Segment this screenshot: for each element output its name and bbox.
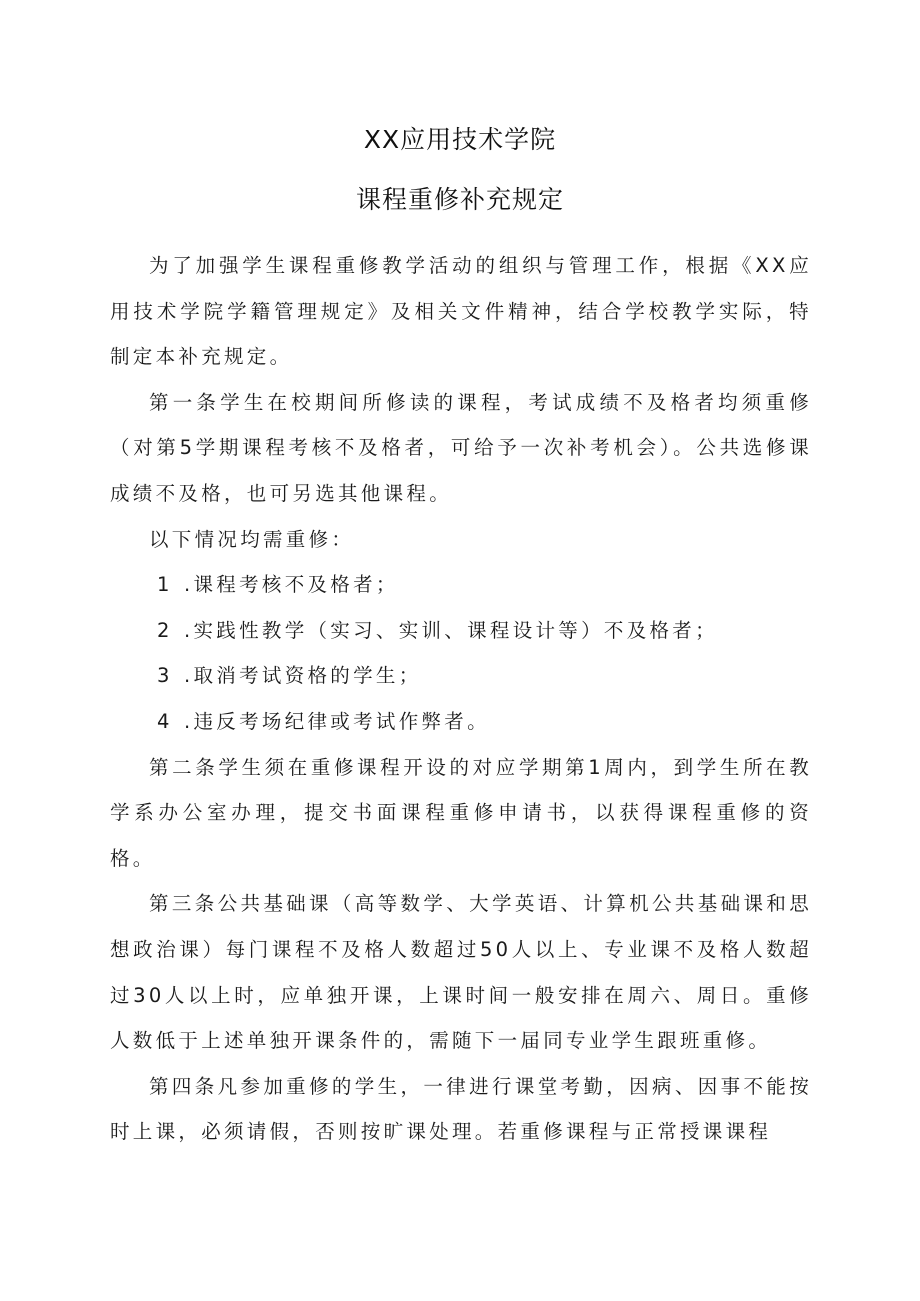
article-1-paragraph: 第一条学生在校期间所修读的课程，考试成绩不及格者均须重修（对第5学期课程考核不及格者，可给予一次补考机会）。公共选修课成绩不及格，也可另选其他课程。: [110, 390, 812, 505]
retake-conditions-intro: 以下情况均需重修：: [149, 527, 355, 551]
list-item-number: 3: [157, 664, 170, 688]
article-3-paragraph: 第三条公共基础课（高等数学、大学英语、计算机公共基础课和思想政治课）每门课程不及格人数超过50人以上、专业课不及格人数超过30人以上时，应单独开课，上课时间一般安排在周六、周日。重修人数低于上述单独开课条件的，需随下一届同专业学生跟班重修。: [110, 892, 812, 1053]
list-item-text: .违反考场纪律或考试作弊者。: [184, 709, 490, 733]
list-item-number: 1: [157, 573, 170, 597]
list-item-text: .课程考核不及格者；: [184, 573, 399, 597]
list-item: [110, 699, 812, 745]
article-4-paragraph: 第四条凡参加重修的学生，一律进行课堂考勤，因病、因事不能按时上课，必须请假，否则按旷课处理。若重修课程与正常授课课程: [110, 1074, 812, 1144]
list-item-text: .实践性教学（实习、实训、课程设计等）不及格者；: [184, 618, 718, 642]
list-item-text: .取消考试资格的学生；: [184, 664, 422, 688]
list-item: [110, 562, 812, 608]
list-item: [110, 608, 812, 654]
article-2-paragraph: 第二条学生须在重修课程开设的对应学期第1周内，到学生所在教学系办公室办理，提交书面课程重修申请书，以获得课程重修的资格。: [110, 755, 812, 870]
preamble-paragraph: 为了加强学生课程重修教学活动的组织与管理工作，根据《XX应用技术学院学籍管理规定》及相关文件精神，结合学校教学实际，特制定本补充规定。: [110, 254, 812, 369]
list-item-number: 4: [157, 709, 170, 733]
institution-title: XX应用技术学院: [363, 125, 557, 154]
list-item-number: 2: [157, 618, 170, 642]
document-body: [110, 243, 812, 1155]
document-title: 课程重修补充规定: [355, 185, 564, 214]
list-item: [110, 653, 812, 699]
